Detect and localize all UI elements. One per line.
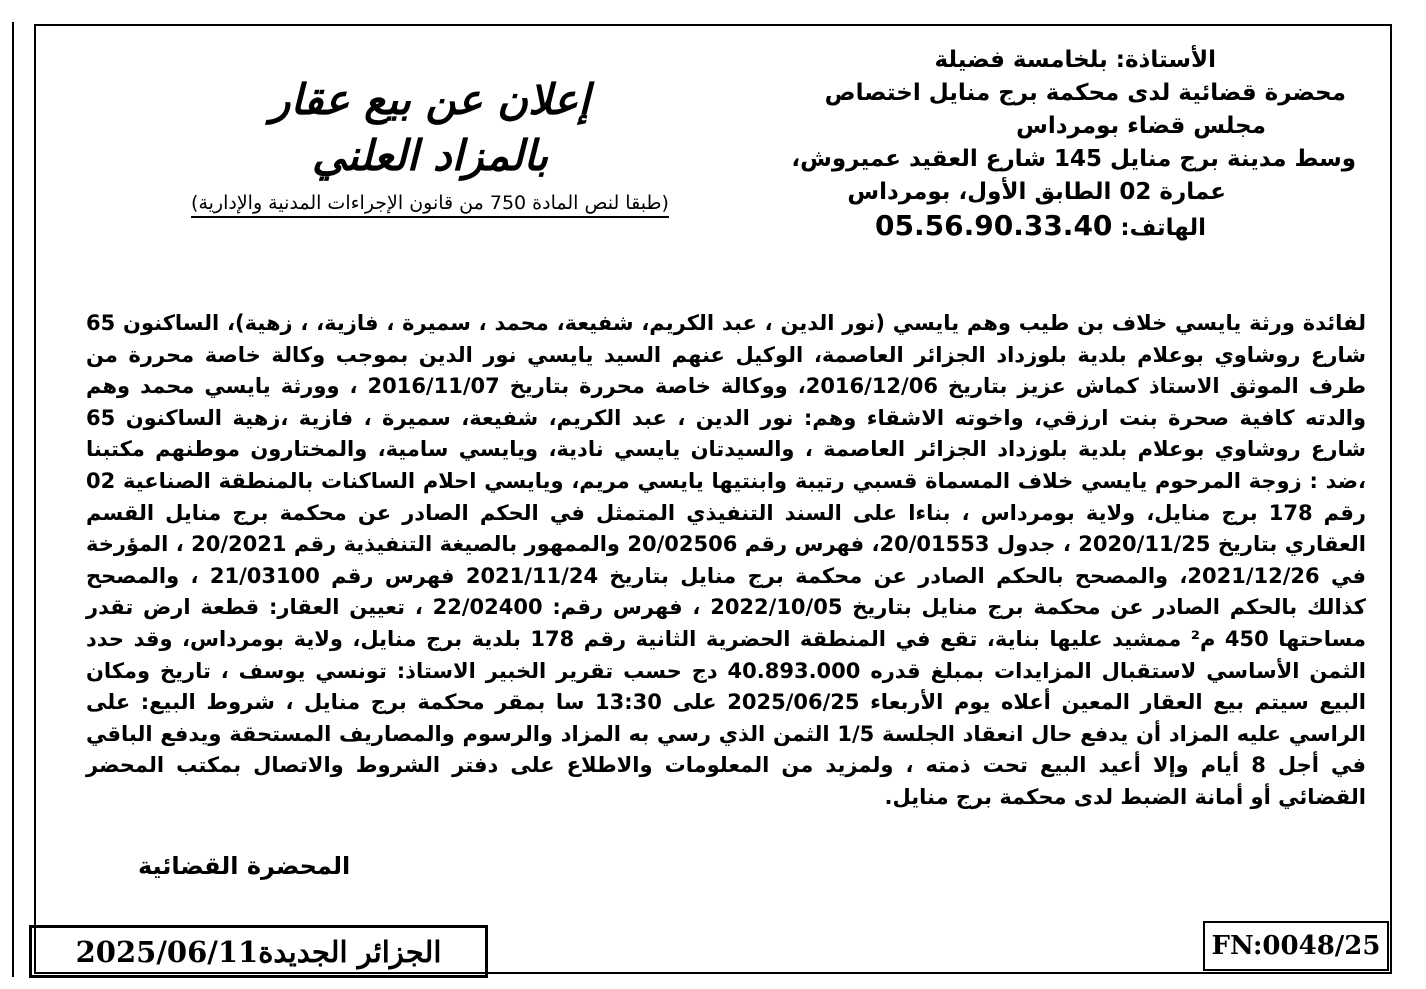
phone-label: الهاتف: (1120, 215, 1206, 241)
bailiff-council: مجلس قضاء بومرداس (1016, 113, 1266, 139)
announcement-body: لفائدة ورثة يايسي خلاف بن طيب وهم يايسي (نور الدين ، عبد الكريم، شفيعة، محمد ، سميرة ، فازية، ، زهية)، الساكنون 65 شارع روشاوي بوعلام بلدية بلوزداد الجزائر العاصمة، الوكيل عنهم السيد يايسي نور الدين بموجب وكالة خاصة محررة من طرف الموثق الاستاذ كماش عزيز بتاريخ 2016/12/06، ووكالة خاصة محررة بتاريخ 2016/11/07 ، وورثة يايسي محمد وهم والدته كافية صحرة بنت ارزقي، واخوته الاشقاء وهم: نور الدين ، عبد الكريم، شفيعة، سميرة ، فازية ،زهية الساكنون 65 شارع روشاوي بوعلام بلدية بلوزداد الجزائر العاصمة ، والسيدتان يايسي نادية، ويايسي سامية، والمختارون موطنهم مكتبنا ،ضد : زوجة المرحوم يايسي خلاف المسماة قسبي رتيبة وابنتيها يايسي مريم، ويايسي احلام الساكنات بالمنطقة الصناعية 02 رقم 178 برج منايل، ولاية بومرداس ، بناءا على السند التنفيذي المتمثل في الحكم الصادر عن محكمة برج منايل القسم العقاري بتاريخ 2020/11/25 ، جدول 20/01553، فهرس رقم 20/02506 والممهور بالصيغة التنفيذية رقم 20/2021 ، المؤرخة في 2021/12/26، والمصحح بالحكم الصادر عن محكمة برج منايل بتاريخ 2021/11/24 فهرس رقم 21/03100 ، والمصحح كذالك بالحكم الصادر عن محكمة برج منايل بتاريخ 2022/10/05 ، فهرس رقم: 22/02400 ، تعيين العقار: قطعة ارض تقدر مساحتها 450 م² ممشيد عليها بناية، تقع في المنطقة الحضرية الثانية رقم 178 بلدية برج منايل، ولاية بومرداس، وقد حدد الثمن الأساسي لاستقبال المزايدات بمبلغ قدره 40.893.000 دج حسب تقرير الخبير الاستاذ: تونسي يوسف ، تاريخ ومكان البيع سيتم بيع العقار المعين أعلاه يوم الأربعاء 2025/06/25 على 13:30 سا بمقر محكمة برج منايل ، شروط البيع: على الراسي عليه المزاد أن يدفع حال انعقاد الجلسة 1/5 الثمن الذي رسي به المزاد والرسوم والمصاريف المستحقة ويدفع الباقي في أجل 8 أيام وإلا أعيد البيع تحت ذمته ، ولمزيد من المعلومات والاطلاع على دفتر الشروط والاتصال بمكتب المحضر القضائي أو أمانة الضبط لدى محكمة برج منايل. (86, 311, 1367, 809)
bailiff-name: الأستاذة: بلخامسة فضيلة (934, 47, 1216, 73)
phone-number: 05.56.90.33.40 (875, 209, 1113, 242)
signature: المحضرة القضائية (138, 852, 351, 880)
legal-basis-subtitle: (طبقا لنص المادة 750 من قانون الإجراءات المدنية والإدارية) (191, 192, 669, 218)
bailiff-address-line1: وسط مدينة برج منايل 145 شارع العقيد عميروش، (791, 146, 1356, 172)
publication-box: الجزائر الجديدة2025/06/11 (29, 925, 488, 978)
adjacent-column-edge (0, 22, 14, 977)
title-line-1: إعلان عن بيع عقار (270, 75, 590, 124)
file-number-box: FN:0048/25 (1203, 921, 1389, 971)
bailiff-address-line2: عمارة 02 الطابق الأول، بومرداس (847, 179, 1226, 205)
bailiff-role: محضرة قضائية لدى محكمة برج منايل اختصاص (824, 80, 1346, 106)
announcement-title-block (90, 72, 770, 218)
title-line-2: بالمزاد العلني (311, 131, 549, 180)
